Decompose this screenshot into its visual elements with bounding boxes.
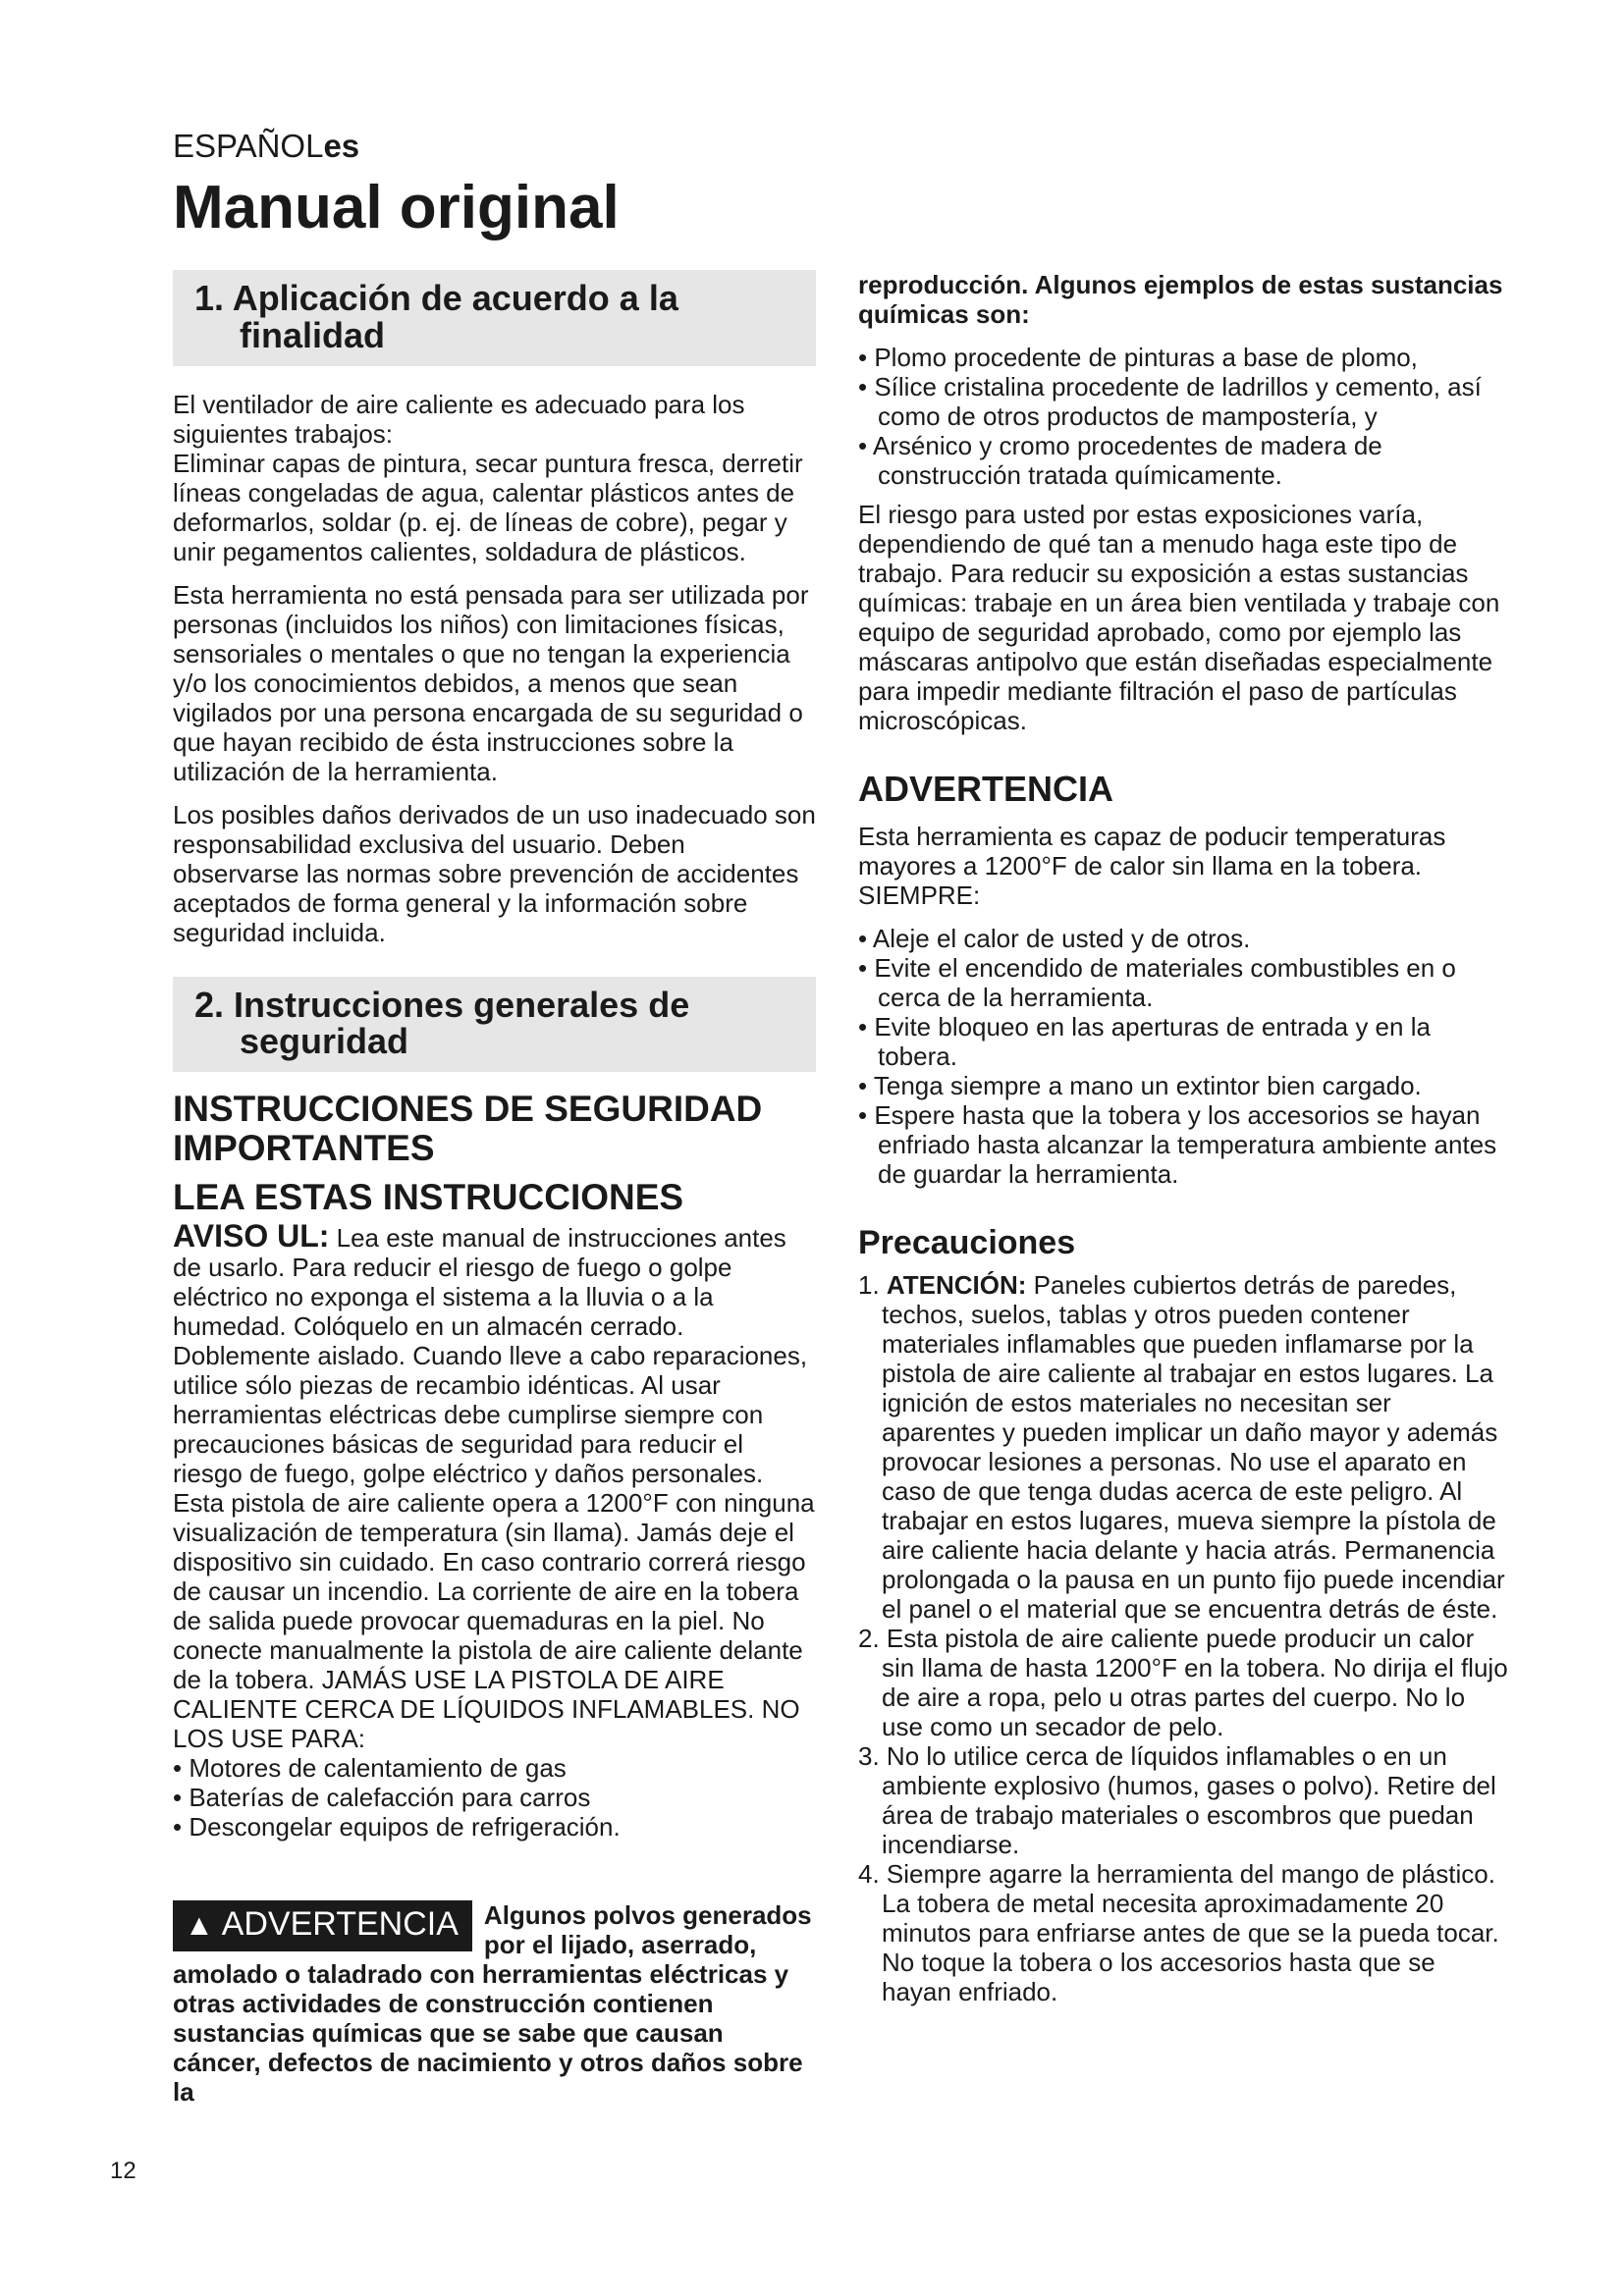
list-item: 2. Esta pistola de aire caliente puede producir un calor sin llama de hasta 1200°F en la tobera. No dirija el flujo de aire a ropa, pelo u otras partes del cuerpo. No lo use como un secador de pelo. (858, 1624, 1508, 1741)
ul-notice (173, 1218, 816, 1754)
sec1-paragraph-3: Esta herramienta no está pensada para ser utilizada por personas (incluidos los niños) con limitaciones físicas, sensoriales o mentales o que no tengan la experiencia y/o los conocimientos debidos, a menos que sean vigilados por una persona encargada de su seguridad o que hayan recibido de ésta instrucciones sobre la utilización de la herramienta. (173, 579, 809, 786)
section-1-heading: 1. Aplicación de acuerdo a la finalidad (194, 278, 678, 355)
ul-notice-text: Lea este manual de instrucciones antes de usarlo. Para reducir el riesgo de fuego o golpe eléctrico no exponga el sistema a la lluvia o a la humedad. Colóquelo en un almacén cerrado. Doblemente aislado. Cuando lleve a cabo reparaciones, utilice sólo piezas de recambio idénticas. Al usar herramientas eléctricas debe cumplirse siempre con precauciones básicas de seguridad para reducir el riesgo de fuego, golpe eléctrico y daños personales. Esta pistola de aire caliente opera a 1200°F con ninguna visualización de temperatura (sin llama). Jamás deje el dispositivo sin cuidado. En caso contrario correrá riesgo de causar un incendio. La corriente de aire en la tobera de salida puede provocar quemaduras en la piel. No conecte manualmente la pistola de aire caliente delante de la tobera. JAMÁS USE LA PISTOLA DE AIRE CALIENTE CERCA DE LÍQUIDOS INFLAMABLES. NO LOS USE PARA: (173, 1223, 815, 1754)
warning-triangle-icon: ▲ (185, 1909, 214, 1943)
advertencia-paragraph: Esta herramienta es capaz de poducir temperaturas mayores a 1200°F de calor sin llama en la tobera. SIEMPRE: (858, 822, 1446, 910)
list-item: 3. No lo utilice cerca de líquidos inflamables o en un ambiente explosivo (humos, gases o polvo). Retire del área de trabajo materiales o escombros que puedan incendiarse. (858, 1741, 1496, 1859)
precautions-heading: Precauciones (858, 1224, 1076, 1261)
risk-paragraph: El riesgo para usted por estas exposiciones varía, dependiendo de qué tan a menudo haga este tipo de trabajo. Para reducir su exposición a estas sustancias químicas: trabaje en un área bien ventilada y trabaje con equipo de seguridad aprobado, como por ejemplo las máscaras antipolvo que están diseñadas especialmente para impedir mediante filtración el paso de partículas microscópicas. (858, 500, 1500, 735)
list-item: 4. Siempre agarre la herramienta del mango de plástico. La tobera de metal necesita aproximadamente 20 minutos para enfriarse antes de que se la pueda tocar. No toque la tobera o los accesorios hasta que se hayan enfriado. (858, 1859, 1499, 2006)
section-2-heading-box (173, 977, 816, 1073)
list-item: • Tenga siempre a mano un extintor bien cargado. (858, 1071, 1511, 1100)
section-2-heading: 2. Instrucciones generales de seguridad (194, 984, 690, 1062)
page-number: 12 (110, 2158, 136, 2184)
chemicals-list (858, 343, 1511, 490)
page-title: Manual original (173, 174, 620, 241)
do-not-use-list (173, 1753, 816, 1842)
list-item: • Evite el encendido de materiales combustibles en o cerca de la herramienta. (858, 953, 1511, 1012)
advertencia-heading: ADVERTENCIA (858, 769, 1114, 809)
sec1-paragraph-1: El ventilador de aire caliente es adecuado para los siguientes trabajos: (173, 389, 745, 449)
right-column (858, 270, 1511, 2006)
important-instructions-heading: INSTRUCCIONES DE SEGURIDAD IMPORTANTES (173, 1089, 763, 1169)
list-item: • Aleje el calor de usted y de otros. (858, 924, 1511, 953)
warning-text: Algunos polvos generados por el lijado, aserrado, amolado o taladrado con herramientas eléctricas y otras actividades de construcción contienen sustancias químicas que se sabe que causan cáncer, defectos de nacimiento y otros daños sobre la (173, 1900, 812, 2108)
list-item: • Descongelar equipos de refrigeración. (173, 1812, 816, 1842)
list-item: 1. ATENCIÓN: Paneles cubiertos detrás de paredes, techos, suelos, tablas y otros pueden contener materiales inflamables que pueden inflamarse por la pistola de aire caliente al trabajar en estos lugares. La ignición de estos materiales no necesitan ser aparentes y pueden implicar un daño mayor y además provocar lesiones a personas. No use el aparato en caso de que tenga dudas acerca de este peligro. Al trabajar en estos lugares, mueva siempre la pístola de aire caliente hacia delante y hacia atrás. Permanencia prolongada o la pausa en un punto fijo puede incendiar el panel o el material que se encuentra detrás de éste. (858, 1270, 1505, 1624)
language-label: ESPAÑOLes (173, 128, 360, 164)
always-list (858, 924, 1511, 1189)
read-instructions-heading: LEA ESTAS INSTRUCCIONES (173, 1177, 684, 1218)
sec1-paragraph-4: Los posibles daños derivados de un uso inadecuado son responsabilidad exclusiva del usuario. Deben observarse las normas sobre prevención de accidentes aceptados de forma general y la información sobre seguridad incluida. (173, 799, 816, 947)
warning-continuation: reproducción. Algunos ejemplos de estas sustancias químicas son: (858, 270, 1503, 329)
list-item: • Evite bloqueo en las aperturas de entrada y en la tobera. (858, 1012, 1511, 1071)
list-item: • Motores de calentamiento de gas (173, 1753, 816, 1783)
list-item: • Plomo procedente de pinturas a base de plomo, (858, 343, 1511, 372)
list-item: • Arsénico y cromo procedentes de madera de construcción tratada químicamente. (858, 431, 1511, 490)
left-column (173, 270, 816, 2107)
list-item: • Sílice cristalina procedente de ladrillos y cemento, así como de otros productos de mampostería, y (858, 372, 1511, 431)
sec1-paragraph-2: Eliminar capas de pintura, secar puntura fresca, derretir líneas congeladas de agua, calentar plásticos antes de deformarlos, soldar (p. ej. de líneas de cobre), pegar y unir pegamentos calientes, soldadura de plásticos. (173, 448, 803, 566)
section-1-heading-box (173, 270, 816, 366)
ul-notice-label: AVISO UL: (173, 1218, 330, 1255)
list-item: • Baterías de calefacción para carros (173, 1783, 816, 1812)
precautions-list (858, 1270, 1511, 2006)
warning-badge: ▲ ADVERTENCIA (173, 1900, 472, 1951)
warning-block (173, 1900, 816, 2107)
list-item: • Espere hasta que la tobera y los accesorios se hayan enfriado hasta alcanzar la temperatura ambiente antes de guardar la herramienta. (858, 1100, 1511, 1189)
